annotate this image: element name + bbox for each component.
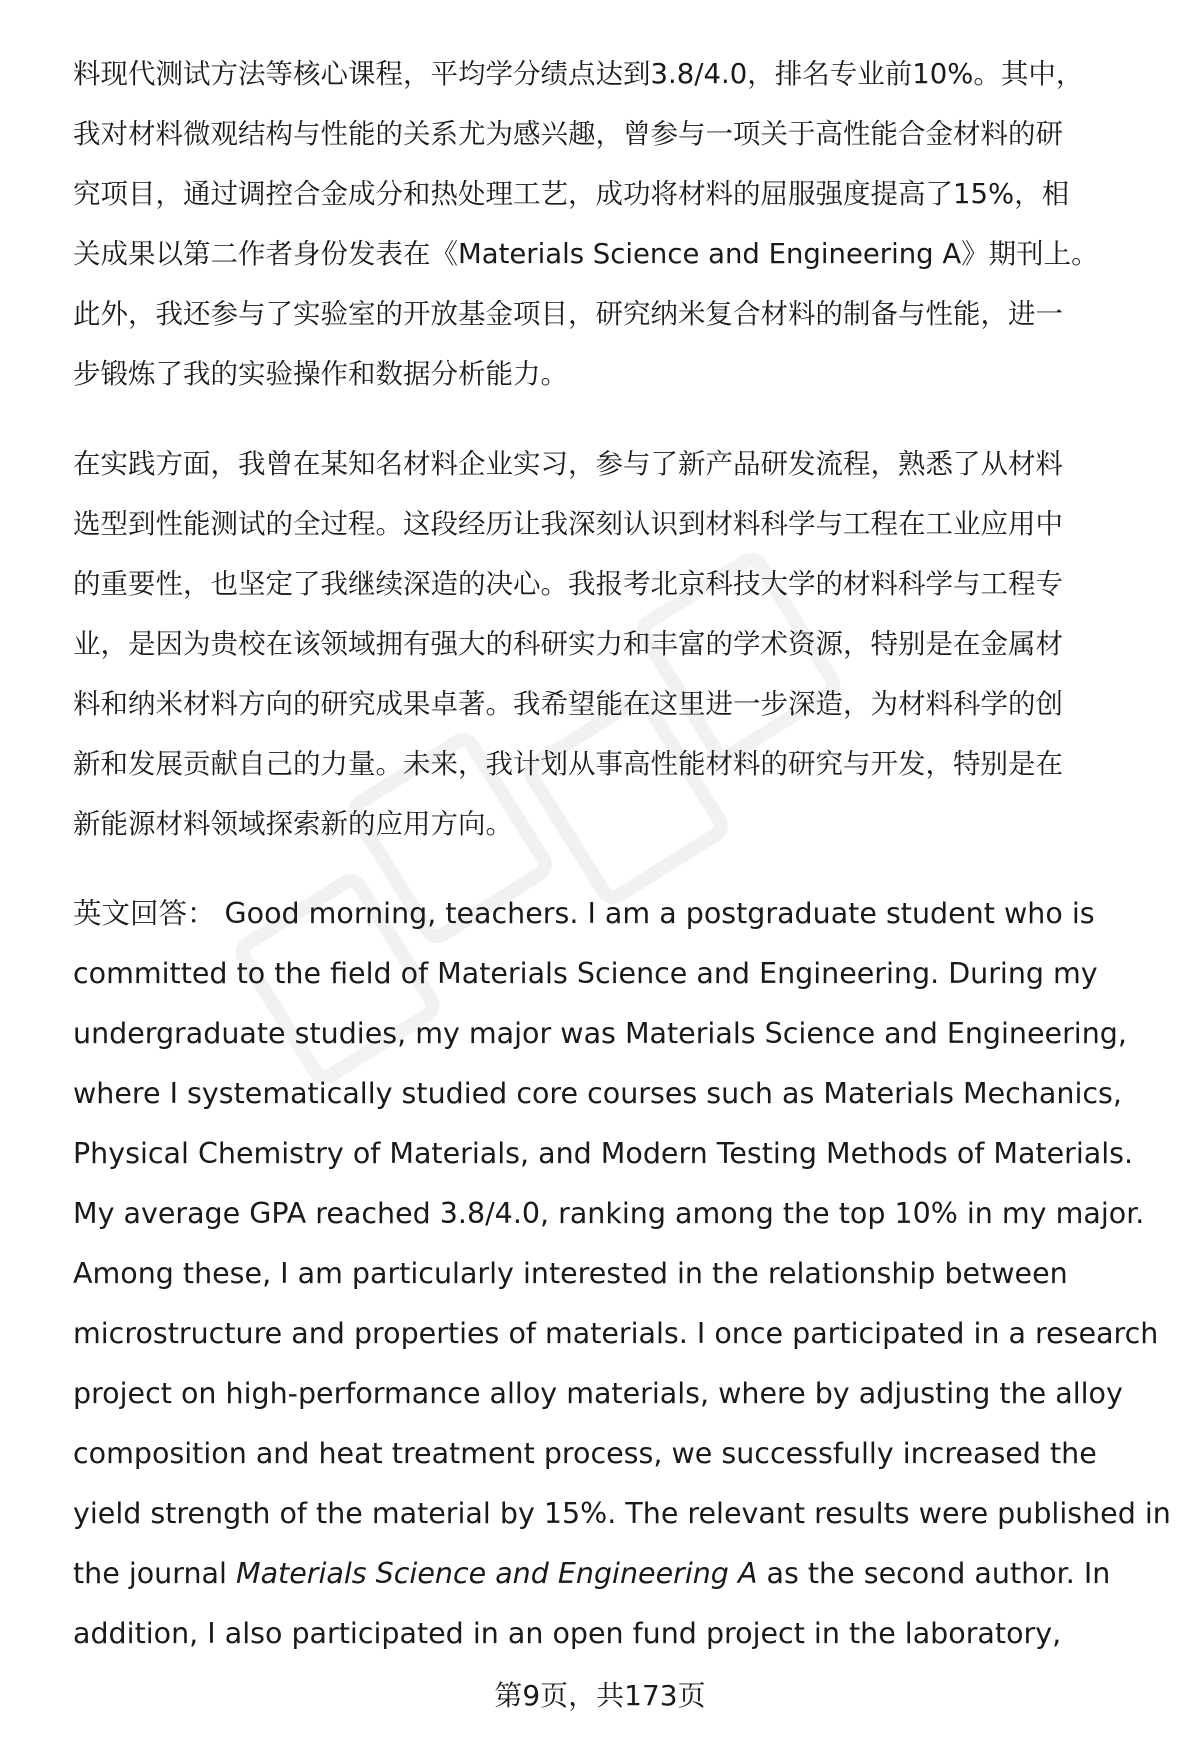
text-line: 英文回答： Good morning, teachers. I am a postgraduate student who is: [73, 897, 1095, 930]
text-line: project on high-performance alloy materials, where by adjusting the alloy: [73, 1377, 1123, 1410]
text-line: Physical Chemistry of Materials, and Modern Testing Methods of Materials.: [73, 1137, 1134, 1170]
text-line: composition and heat treatment process, we successfully increased the: [73, 1437, 1097, 1470]
text-line: 的重要性，也坚定了我继续深造的决心。我报考北京科技大学的材料科学与工程专: [73, 568, 1063, 600]
text-line: 选型到性能测试的全过程。这段经历让我深刻认识到材料科学与工程在工业应用中: [73, 508, 1063, 540]
text-line: undergraduate studies, my major was Materials Science and Engineering,: [73, 1017, 1127, 1050]
text-line: 我对材料微观结构与性能的关系尤为感兴趣，曾参与一项关于高性能合金材料的研: [73, 118, 1063, 150]
document-body: [73, 44, 1171, 1664]
text-line: addition, I also participated in an open fund project in the laboratory,: [73, 1617, 1062, 1650]
paragraph-research: [73, 44, 1153, 404]
text-line: 料和纳米材料方向的研究成果卓著。我希望能在这里进一步深造，为材料科学的创: [73, 688, 1063, 720]
paragraph-gap: [73, 404, 1153, 434]
text-line: 关成果以第二作者身份发表在《Materials Science and Engineering A》期刊上。: [73, 238, 1099, 270]
journal-title: Materials Science and Engineering A: [235, 1557, 758, 1590]
paragraph-gap: [73, 854, 1153, 884]
text-line: 步锻炼了我的实验操作和数据分析能力。: [73, 358, 568, 390]
text-line: yield strength of the material by 15%. The relevant results were published in: [73, 1497, 1171, 1530]
text-line: 此外，我还参与了实验室的开放基金项目，研究纳米复合材料的制备与性能，进一: [73, 298, 1063, 330]
text-line: 在实践方面，我曾在某知名材料企业实习，参与了新产品研发流程，熟悉了从材料: [73, 448, 1063, 480]
text-line: microstructure and properties of materials. I once participated in a research: [73, 1317, 1159, 1350]
text-line: committed to the field of Materials Science and Engineering. During my: [73, 957, 1098, 990]
text-segment: as the second author. In: [757, 1557, 1111, 1590]
page-number: 第9页，共173页: [494, 1679, 706, 1712]
text-segment: the journal: [73, 1557, 236, 1590]
journal-line: [73, 1544, 1153, 1604]
text-line: Among these, I am particularly interested in the relationship between: [73, 1257, 1068, 1290]
text-line: 究项目，通过调控合金成分和热处理工艺，成功将材料的屈服强度提高了15%，相: [73, 178, 1070, 210]
text-line: 业，是因为贵校在该领域拥有强大的科研实力和丰富的学术资源，特别是在金属材: [73, 628, 1063, 660]
text-line: My average GPA reached 3.8/4.0, ranking among the top 10% in my major.: [73, 1197, 1145, 1230]
text-line: where I systematically studied core courses such as Materials Mechanics,: [73, 1077, 1122, 1110]
paragraph-practice: [73, 434, 1153, 854]
text-line: 新能源材料领域探索新的应用方向。: [73, 808, 513, 840]
paragraph-english-answer: [73, 884, 1171, 1664]
text-line: 料现代测试方法等核心课程，平均学分绩点达到3.8/4.0，排名专业前10%。其中，: [73, 58, 1084, 90]
text-line: 新和发展贡献自己的力量。未来，我计划从事高性能材料的研究与开发，特别是在: [73, 748, 1063, 780]
